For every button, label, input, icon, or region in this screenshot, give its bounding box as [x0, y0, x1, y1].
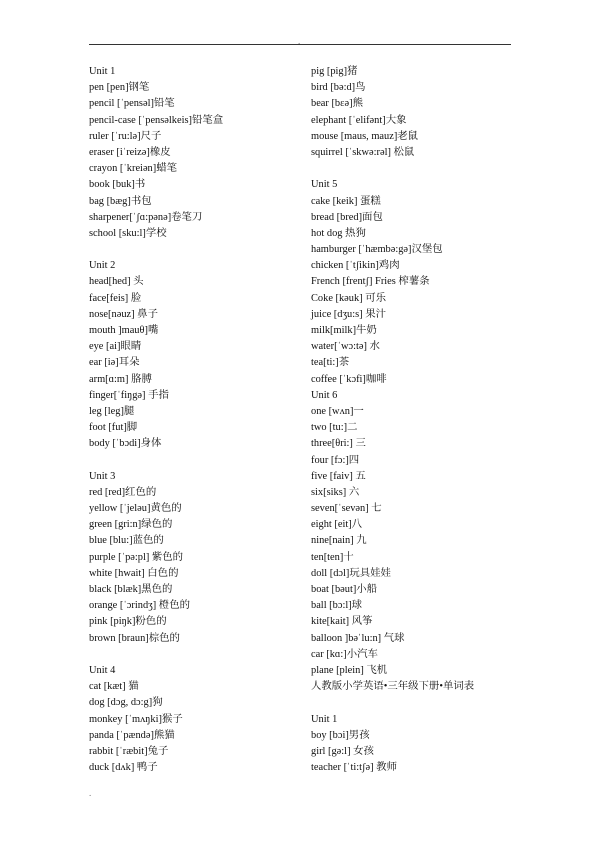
vocab-entry: boat [bəut]小船 — [311, 584, 378, 595]
vocab-entry: purple [ˈpə:pl] 紫色的 — [89, 551, 184, 563]
blank-line — [89, 453, 299, 469]
vocab-entry: bird [bə:d]鸟 — [311, 82, 366, 94]
vocab-entry: teacher [ˈti:tʃə] 教师 — [311, 762, 397, 774]
vocab-entry: pencil [ˈpensəl]铅笔 — [89, 98, 175, 110]
vocab-entry: six[siks] 六 — [311, 486, 360, 498]
vocab-entry: green [gri:n]绿色的 — [89, 519, 173, 531]
vocab-entry: rabbit [ˈræbit]兔子 — [89, 745, 169, 757]
vocab-entry: ruler [ˈru:lə]尺子 — [89, 130, 162, 142]
vocab-entry: water[ˈwɔ:tə] 水 — [311, 341, 380, 353]
vocab-entry: hot dog 热狗 — [311, 227, 366, 239]
vocab-entry: body [ˈbɔdi]身体 — [89, 438, 162, 450]
vocab-entry: cat [kæt] 猫 — [89, 681, 139, 693]
vocab-entry: red [red]红色的 — [89, 486, 157, 498]
vocab-entry: crayon [ˈkreiən]蜡笔 — [89, 163, 177, 175]
vocab-entry: blue [blu:]蓝色的 — [89, 535, 164, 547]
vocab-entry: balloon ]bəˈlu:n] 气球 — [311, 632, 405, 644]
vocab-entry: five [faiv] 五 — [311, 470, 366, 482]
vocab-entry: pen [pen]钢笔 — [89, 82, 150, 94]
vocab-entry: boy [bɔi]男孩 — [311, 729, 370, 741]
vocab-entry: cake [keik] 蛋糕 — [311, 195, 381, 207]
blank-line — [311, 161, 531, 177]
vocab-entry: finger[ˈfiŋgə] 手指 — [89, 389, 169, 401]
header-rule — [89, 44, 511, 45]
vocab-entry: kite[kait] 风筝 — [311, 616, 373, 628]
vocab-entry: plane [plein] 飞机 — [311, 664, 388, 676]
vocab-entry: nine[nain] 九 — [311, 535, 367, 547]
vocab-entry: tea[ti:]茶 — [311, 357, 350, 369]
vocab-entry: bear [bɛə]熊 — [311, 98, 363, 110]
vocab-entry: bread [bred]面包 — [311, 211, 383, 223]
blank-line — [89, 242, 299, 258]
vocab-entry: girl [gə:l] 女孩 — [311, 745, 374, 757]
vocab-entry: French [frentʃ] Fries 榨薯条 — [311, 276, 430, 288]
vocab-entry: Coke [kəuk] 可乐 — [311, 292, 387, 304]
vocab-entry: coffee [ˈkɔfi]咖啡 — [311, 373, 387, 385]
vocab-entry: squirrel [ˈskwə:rəl] 松鼠 — [311, 146, 415, 158]
vocab-entry: eye [ai]眼睛 — [89, 341, 142, 353]
vocab-entry: doll [dɔl]玩具娃娃 — [311, 567, 391, 579]
vocab-entry: seven[ˈsevən] 七 — [311, 503, 382, 515]
blank-line — [311, 695, 531, 711]
vocab-entry: sharpener[ˈʃɑ:pənə]卷笔刀 — [89, 211, 203, 223]
vocab-entry: dog [dɔg, dɔ:g]狗 — [89, 697, 163, 709]
unit-heading: Unit 1 — [311, 713, 338, 725]
vocab-entry: juice [dʒu:s] 果汁 — [311, 308, 387, 320]
vocab-entry: black [blæk]黑色的 — [89, 584, 173, 595]
footer-mark: . — [89, 788, 92, 798]
vocab-entry: nose[nəuz] 鼻子 — [89, 308, 158, 320]
unit-heading: Unit 3 — [89, 470, 116, 482]
vocab-entry: white [hwait] 白色的 — [89, 567, 179, 579]
vocab-entry: ten[ten]十 — [311, 551, 354, 563]
vocab-entry: brown [braun]棕色的 — [89, 632, 180, 644]
vocab-entry: two [tu:]二 — [311, 422, 358, 434]
unit-heading: Unit 1 — [89, 66, 116, 77]
vocab-entry: leg [leg]腿 — [89, 405, 135, 417]
left-word-column — [89, 64, 299, 776]
vocab-entry: book [buk]书 — [89, 179, 146, 191]
vocab-entry: yellow [ˈjeləu]黄色的 — [89, 503, 182, 515]
vocab-entry: chicken [ˈtʃikin]鸡肉 — [311, 260, 400, 272]
vocab-entry: face[feis] 脸 — [89, 292, 142, 304]
vocab-entry: four [fɔ:]四 — [311, 454, 360, 466]
right-word-column — [311, 64, 531, 776]
vocab-entry: arm[ɑ:m] 胳膊 — [89, 373, 152, 385]
vocab-entry: pencil-case [ˈpensəlkeis]铅笔盒 — [89, 114, 224, 126]
header-mark: . — [298, 36, 301, 46]
vocab-entry: mouth ]mauθ]嘴 — [89, 325, 159, 336]
vocab-entry: mouse [maus, mauz]老鼠 — [311, 130, 419, 142]
vocab-entry: bag [bæg]书包 — [89, 195, 152, 207]
vocab-entry: car [kɑ:]小汽车 — [311, 648, 378, 660]
vocab-entry: duck [dʌk] 鸭子 — [89, 762, 158, 774]
vocab-entry: panda [ˈpændə]熊猫 — [89, 729, 175, 741]
vocab-entry: pig [pig]猪 — [311, 66, 358, 77]
vocab-entry: head[hed] 头 — [89, 276, 144, 288]
vocab-entry: monkey [ˈmʌŋki]猴子 — [89, 713, 183, 725]
vocab-entry: eraser [iˈreizə]橡皮 — [89, 146, 171, 158]
vocab-entry: 人教版小学英语•三年级下册•单词表 — [311, 681, 475, 693]
unit-heading: Unit 6 — [311, 389, 338, 401]
vocab-entry: pink [piŋk]粉色的 — [89, 616, 167, 628]
unit-heading: Unit 4 — [89, 664, 116, 676]
vocab-entry: eight [eit]八 — [311, 519, 363, 531]
vocab-entry: ball [bɔ:l]球 — [311, 600, 363, 612]
vocab-entry: school [sku:l]学校 — [89, 227, 167, 239]
unit-heading: Unit 5 — [311, 179, 338, 191]
vocab-entry: three[θri:] 三 — [311, 438, 366, 450]
vocab-entry: one [wʌn]一 — [311, 405, 364, 417]
vocab-entry: ear [iə]耳朵 — [89, 357, 140, 369]
vocab-entry: milk[milk]牛奶 — [311, 325, 377, 336]
vocab-entry: hamburger [ˈhæmbə:gə]汉堡包 — [311, 244, 443, 256]
unit-heading: Unit 2 — [89, 260, 116, 272]
vocab-entry: foot [fut]脚 — [89, 422, 138, 434]
blank-line — [89, 647, 299, 663]
vocab-entry: orange [ˈɔrindʒ] 橙色的 — [89, 600, 190, 612]
vocab-entry: elephant [ˈelifənt]大象 — [311, 114, 407, 126]
